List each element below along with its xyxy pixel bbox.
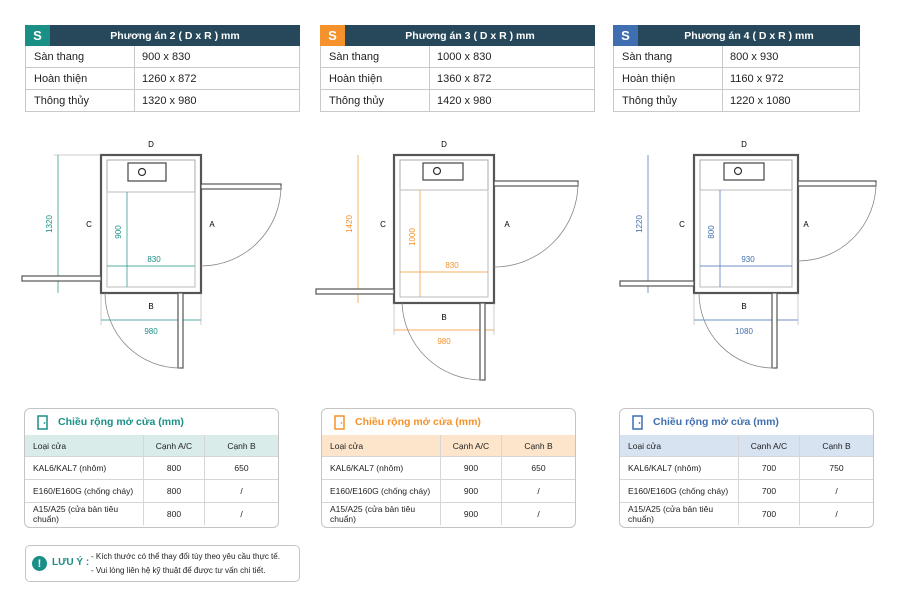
- cell: /: [501, 503, 575, 525]
- cell: A15/A25 (cửa bản tiêu chuẩn): [33, 504, 119, 524]
- spec-row: [25, 46, 300, 68]
- motor-unit: [423, 163, 463, 180]
- spec-row: [320, 90, 595, 112]
- spec-table-header: [613, 25, 860, 46]
- note-label: LƯU Ý :: [52, 557, 90, 568]
- cell: 900: [440, 457, 501, 479]
- label-side-d: D: [148, 140, 154, 149]
- spec-value: 800 x 930: [730, 50, 779, 63]
- floor-plan-option-3: [316, 140, 578, 380]
- table-row: [25, 502, 278, 525]
- label-side-a: A: [209, 220, 215, 229]
- motor-unit: [724, 163, 764, 180]
- cell: /: [204, 503, 278, 525]
- table-row: [620, 479, 873, 502]
- table-row: [620, 456, 873, 479]
- cell: KAL6/KAL7 (nhôm): [628, 463, 702, 473]
- label-side-b: B: [441, 313, 447, 322]
- spec-label: Thông thủy: [614, 90, 723, 111]
- label-side-c: C: [679, 220, 685, 229]
- spec-label: Thông thủy: [26, 90, 135, 111]
- cell: 900: [440, 480, 501, 502]
- shaft-outline: [394, 155, 494, 303]
- dim-height: 1220: [635, 215, 644, 233]
- spec-row: [25, 68, 300, 90]
- dim-inner-width: 930: [741, 255, 755, 264]
- label-side-b: B: [741, 302, 747, 311]
- door-panel-c: [316, 289, 394, 294]
- label-side-d: D: [741, 140, 747, 149]
- column-header: Cạnh B: [204, 435, 278, 456]
- door-table-option-4: [619, 408, 874, 528]
- floor-plan-option-4: [620, 140, 876, 368]
- door-panel-a: [494, 181, 578, 186]
- table-row: [322, 502, 575, 525]
- spec-row: [25, 90, 300, 112]
- label-side-a: A: [504, 220, 510, 229]
- door-swing-a: [201, 186, 281, 266]
- exclamation-icon: !: [32, 556, 47, 571]
- dim-inner-width: 830: [147, 255, 161, 264]
- label-side-c: C: [86, 220, 92, 229]
- door-swing-b: [105, 293, 180, 368]
- dim-inner-width: 830: [445, 261, 459, 270]
- door-panel-a: [201, 184, 281, 189]
- cell: 800: [143, 457, 204, 479]
- spec-row: [320, 68, 595, 90]
- door-table-title: Chiều rộng mở cửa (mm): [58, 416, 184, 428]
- cell: 800: [143, 480, 204, 502]
- spec-value: 1320 x 980: [142, 94, 197, 107]
- cabin: [107, 192, 195, 287]
- spec-label: Hoàn thiện: [614, 68, 723, 89]
- spec-table-title: Phương án 2 ( D x R ) mm: [110, 29, 240, 42]
- spec-table-option-4: [613, 25, 860, 112]
- table-row: [322, 479, 575, 502]
- cell: 800: [143, 503, 204, 525]
- spec-row: [613, 46, 860, 68]
- table-row: [322, 456, 575, 479]
- door-panel-c: [22, 276, 101, 281]
- door-panel-a: [798, 181, 876, 186]
- spec-table-title: Phương án 3 ( D x R ) mm: [405, 29, 535, 42]
- motor-icon: [735, 168, 742, 175]
- badge: S: [320, 25, 345, 46]
- dim-width: 1080: [735, 327, 753, 336]
- shaft-outline: [101, 155, 201, 293]
- door-swing-b: [402, 303, 482, 380]
- door-table-header: [322, 435, 575, 456]
- spec-value: 1260 x 872: [142, 72, 197, 85]
- dim-width: 980: [144, 327, 158, 336]
- dim-height: 1420: [345, 215, 354, 233]
- shaft-outline: [694, 155, 798, 293]
- cell: 650: [501, 457, 575, 479]
- motor-icon: [434, 168, 441, 175]
- cabin: [400, 190, 488, 297]
- cell: /: [799, 480, 873, 502]
- column-header: Cạnh B: [501, 435, 575, 456]
- spec-value: 1000 x 830: [437, 50, 492, 63]
- door-panel-b: [178, 293, 183, 368]
- cell: 750: [799, 457, 873, 479]
- note-line: - Kích thước có thể thay đổi tùy theo yêu cầu thực tế.: [91, 552, 280, 561]
- spec-row: [320, 46, 595, 68]
- door-table-header: [620, 435, 873, 456]
- spec-value: 900 x 830: [142, 50, 191, 63]
- door-table-title: Chiều rộng mở cửa (mm): [653, 416, 779, 428]
- column-header: Cạnh A/C: [738, 435, 799, 456]
- cell: A15/A25 (cửa bản tiêu chuẩn): [628, 504, 714, 524]
- door-icon: [632, 415, 643, 430]
- cell: 700: [738, 457, 799, 479]
- machine-area: [107, 160, 195, 192]
- column-header: Loại cửa: [628, 440, 662, 451]
- column-header: Cạnh A/C: [440, 435, 501, 456]
- badge: S: [613, 25, 638, 46]
- cell: 900: [440, 503, 501, 525]
- cell: A15/A25 (cửa bản tiêu chuẩn): [330, 504, 416, 524]
- dim-height: 1320: [45, 215, 54, 233]
- door-swing-b: [699, 293, 774, 368]
- spec-label: Sàn thang: [26, 46, 135, 67]
- door-table-header: [25, 435, 278, 456]
- column-header: Cạnh B: [799, 435, 873, 456]
- door-table-option-2: [24, 408, 279, 528]
- label-side-a: A: [803, 220, 809, 229]
- spec-value: 1420 x 980: [437, 94, 492, 107]
- spec-label: Sàn thang: [614, 46, 723, 67]
- note-box: [25, 545, 300, 582]
- door-table-option-3: [321, 408, 576, 528]
- spec-label: Sàn thang: [321, 46, 430, 67]
- machine-area: [700, 160, 792, 190]
- cell: E160/E160G (chống cháy): [330, 486, 431, 496]
- spec-table-header: [25, 25, 300, 46]
- spec-label: Thông thủy: [321, 90, 430, 111]
- label-side-c: C: [380, 220, 386, 229]
- cell: 700: [738, 480, 799, 502]
- table-row: [620, 502, 873, 525]
- door-panel-b: [480, 303, 485, 380]
- spec-value: 1220 x 1080: [730, 94, 791, 107]
- badge: S: [25, 25, 50, 46]
- door-panel-b: [772, 293, 777, 368]
- dim-inner-height: 800: [707, 225, 716, 239]
- door-table-title-row: [620, 409, 873, 435]
- cell: KAL6/KAL7 (nhôm): [33, 463, 107, 473]
- door-table-title-row: [322, 409, 575, 435]
- cell: /: [501, 480, 575, 502]
- dim-inner-height: 900: [114, 225, 123, 239]
- machine-area: [400, 160, 488, 190]
- spec-label: Hoàn thiện: [26, 68, 135, 89]
- door-icon: [334, 415, 345, 430]
- spec-value: 1160 x 972: [730, 72, 784, 85]
- motor-unit: [128, 163, 166, 181]
- column-header: Loại cửa: [33, 440, 67, 451]
- spec-table-option-3: [320, 25, 595, 112]
- cell: 700: [738, 503, 799, 525]
- spec-table-header: [320, 25, 595, 46]
- door-icon: [37, 415, 48, 430]
- cell: /: [204, 480, 278, 502]
- door-swing-a: [494, 183, 578, 267]
- door-panel-c: [620, 281, 694, 286]
- dim-inner-height: 1000: [408, 228, 417, 246]
- cell: E160/E160G (chống cháy): [628, 486, 729, 496]
- table-row: [25, 479, 278, 502]
- label-side-b: B: [148, 302, 154, 311]
- table-row: [25, 456, 278, 479]
- column-header: Loại cửa: [330, 440, 364, 451]
- cell: /: [799, 503, 873, 525]
- spec-row: [613, 90, 860, 112]
- label-side-d: D: [441, 140, 447, 149]
- column-header: Cạnh A/C: [143, 435, 204, 456]
- door-table-title-row: [25, 409, 278, 435]
- spec-row: [613, 68, 860, 90]
- cell: KAL6/KAL7 (nhôm): [330, 463, 404, 473]
- cell: E160/E160G (chống cháy): [33, 486, 134, 496]
- spec-table-title: Phương án 4 ( D x R ) mm: [684, 29, 814, 42]
- note-line: - Vui lòng liên hệ kỹ thuật để được tư vấn chi tiết.: [91, 566, 266, 575]
- cell: 650: [204, 457, 278, 479]
- spec-table-option-2: [25, 25, 300, 112]
- door-swing-a: [798, 183, 876, 261]
- spec-label: Hoàn thiện: [321, 68, 430, 89]
- cabin: [700, 190, 792, 287]
- dim-width: 980: [437, 337, 451, 346]
- motor-icon: [139, 169, 146, 176]
- floor-plan-option-2: [22, 140, 281, 368]
- door-table-title: Chiều rộng mở cửa (mm): [355, 416, 481, 428]
- spec-value: 1360 x 872: [437, 72, 492, 85]
